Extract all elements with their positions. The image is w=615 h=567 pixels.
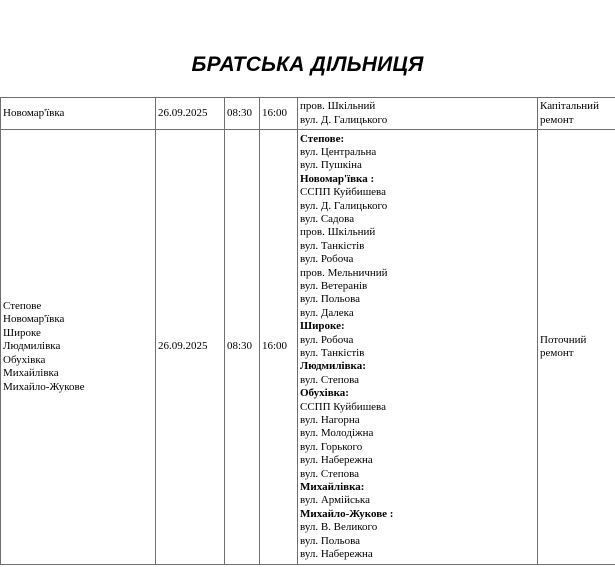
street-item: вул. Степова xyxy=(300,467,360,480)
work-type-text: ремонт xyxy=(540,113,574,126)
street-item: вул. Пушкіна xyxy=(300,159,362,172)
street-item: вул. Садова xyxy=(300,212,355,225)
street-item: вул. Степова xyxy=(300,373,360,386)
street-item: ССПП Куйбишева xyxy=(300,186,386,199)
street-item: вул. Ветеранів xyxy=(300,279,368,292)
settlement-name: Новомар'ївка xyxy=(3,106,65,119)
street-item: вул. Центральна xyxy=(300,145,377,158)
street-item: вул. Польова xyxy=(300,534,361,547)
settlements-cell xyxy=(1,130,156,565)
settlement-heading: Широке: xyxy=(300,320,345,333)
street-item: вул. Д. Галицького xyxy=(300,199,388,212)
street-item: вул. Горького xyxy=(300,440,363,453)
settlement-name: Широке xyxy=(3,326,41,339)
street-item: пров. Мельничний xyxy=(300,266,388,279)
date-cell: 26.09.2025 xyxy=(156,130,225,565)
settlements-cell xyxy=(1,98,156,130)
street-item: вул. Набережна xyxy=(300,548,373,561)
settlement-name: Степове xyxy=(3,300,42,313)
street-item: вул. Нагорна xyxy=(300,414,360,427)
work-type-cell xyxy=(538,98,615,130)
settlement-name: Новомар'ївка xyxy=(3,313,65,326)
table-row xyxy=(1,130,615,565)
street-item: ССПП Куйбишева xyxy=(300,400,386,413)
streets-cell xyxy=(298,98,538,130)
street-item: вул. Танкістів xyxy=(300,239,365,252)
settlement-heading: Михайло-Жукове : xyxy=(300,507,394,520)
work-type-text: Поточний xyxy=(540,333,587,346)
street-item: вул. Молодіжна xyxy=(300,427,374,440)
time-from-cell: 08:30 xyxy=(225,130,260,565)
time-to-cell: 16:00 xyxy=(260,130,298,565)
work-type-text: Капітальний xyxy=(540,100,599,113)
settlement-heading: Степове: xyxy=(300,132,345,145)
time-to-cell: 16:00 xyxy=(260,98,298,130)
settlement-heading: Новомар'ївка : xyxy=(300,172,375,185)
table-row xyxy=(1,98,615,130)
settlement-heading: Обухівка: xyxy=(300,387,349,400)
settlement-heading: Михайлівка: xyxy=(300,481,365,494)
street-item: вул. Набережна xyxy=(300,454,373,467)
street-item: вул. Армійська xyxy=(300,494,370,507)
settlement-heading: Людмилівка: xyxy=(300,360,366,373)
page-title: БРАТСЬКА ДІЛЬНИЦЯ xyxy=(191,53,424,76)
settlement-name: Михайлівка xyxy=(3,367,59,380)
streets-cell xyxy=(298,130,538,565)
settlement-name: Людмилівка xyxy=(3,340,61,353)
date-cell: 26.09.2025 xyxy=(156,98,225,130)
time-from-cell: 08:30 xyxy=(225,98,260,130)
street-item: вул. Робоча xyxy=(300,333,354,346)
street-item: вул. Танкістів xyxy=(300,347,365,359)
settlement-name: Обухівка xyxy=(3,353,46,366)
street-item: вул. Робоча xyxy=(300,253,354,266)
street-item: вул. Далека xyxy=(300,306,354,319)
outage-schedule-table xyxy=(0,97,615,565)
street-item: вул. Польова xyxy=(300,293,361,306)
work-type-text: ремонт xyxy=(540,347,574,359)
street-item: вул. В. Великого xyxy=(300,521,378,534)
street-item: пров. Шкільний xyxy=(300,226,376,239)
street-item: вул. Д. Галицького xyxy=(300,113,388,126)
work-type-cell xyxy=(538,130,615,565)
settlement-name: Михайло-Жукове xyxy=(3,380,85,393)
street-item: пров. Шкільний xyxy=(300,100,376,113)
